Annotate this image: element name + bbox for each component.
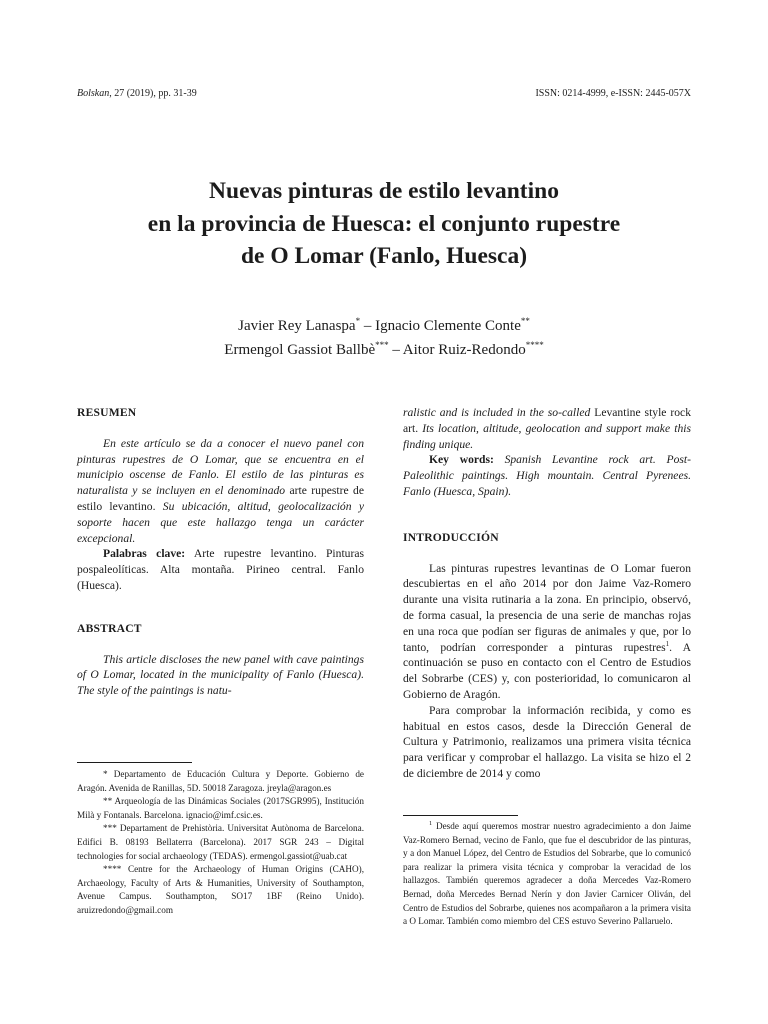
- author-mark: ****: [525, 340, 544, 350]
- affiliations: [77, 768, 364, 918]
- footnote: $^1$ Desde aquí queremos mostrar nuestro agradecimiento a don Jaime Vaz-Romero Bernad, vecino de Fanlo, que fue el descubridor de las pinturas, y a don Manuel López, del Centro de Estudios del Sobrarbe, que lo comunicó para realizar la primera visita técnica y comprobar la veracidad de los hallazgos. También queremos agradecer a doña Mercedes Vaz-Romero Bernad, doña Mercedes Bernad Nerín y don Javier Carnicer Oliván, del Centro de Estudios del Sobrarbe, quienes nos acompañaron a la primera visita a O Lomar. También como miembro del CES estuvo Severino Pallaruelo.: [403, 820, 691, 927]
- author-separator: –: [360, 318, 376, 334]
- abstract-heading: ABSTRACT: [77, 621, 142, 635]
- author-name: Ermengol Gassiot Ballbè: [224, 342, 376, 358]
- introduccion-heading: INTRODUCCIÓN: [403, 530, 499, 544]
- intro-paragraph: Para comprobar la información recibida, y como es habitual en estos casos, desde la Dirección General de Cultura y Patrimonio, realizamos una primera visita técnica para verificar y comprobar el hallazgo. La visita se hizo el 2 de diciembre de 2014 y como: [403, 703, 691, 780]
- footnotes: [403, 820, 691, 929]
- author-line: [60, 314, 708, 338]
- article-title: [60, 175, 708, 273]
- affiliation: * Departamento de Educación Cultura y Deporte. Gobierno de Aragón. Avenida de Ranillas, 5D. 50018 Zaragoza. jreyla@aragon.es: [77, 769, 364, 793]
- footnote-rule: [403, 815, 518, 816]
- author-mark: *: [355, 316, 361, 326]
- author-separator: –: [388, 342, 403, 358]
- author-name: Aitor Ruiz-Redondo: [402, 342, 526, 358]
- author-list: [60, 314, 708, 362]
- affiliation: **** Centre for the Archaeology of Human Origins (CAHO), Archaeology, Faculty of Arts & Humanities, University of Southampton, Avenue Campus. Southampton, SO17 1BF (Reino Unido). aruizredondo@gmail.com: [77, 864, 364, 915]
- running-head: [77, 88, 691, 99]
- resumen-heading: RESUMEN: [77, 406, 137, 419]
- right-column: [403, 405, 691, 782]
- affiliation: *** Departament de Prehistòria. Universitat Autònoma de Barcelona. Edifici B. 08193 Bellaterra (Barcelona). 2017 SGR 243 – Digital technologies for social archaeology (TEDAS). ermengol.gassiot@uab.cat: [77, 823, 364, 861]
- left-column: [77, 405, 364, 699]
- author-name: Ignacio Clemente Conte: [375, 318, 521, 334]
- footnote-ref: 1: [665, 639, 670, 648]
- author-line: [60, 338, 708, 362]
- abstract-keywords: Key words: Spanish Levantine rock art. Post-Paleolithic paintings. High mountain. Central Pyrenees. Fanlo (Huesca, Spain).: [403, 453, 692, 498]
- abstract-continuation: ralistic and is included in the so-called Levantine style rock art. Its location, altitude, geolocation and support make this finding unique.: [403, 406, 692, 451]
- author-mark: ***: [375, 340, 389, 350]
- author-mark: **: [520, 316, 530, 326]
- journal-name: Bolskan: [77, 88, 110, 99]
- resumen-keywords: Palabras clave: Arte rupestre levantino. Pinturas pospaleolíticas. Alta montaña. Pirineo central. Fanlo (Huesca).: [77, 547, 364, 592]
- volume-pages: , 27 (2019), pp. 31-39: [109, 88, 197, 99]
- title-line: Nuevas pinturas de estilo levantino: [209, 178, 559, 204]
- author-name: Javier Rey Lanaspa: [238, 318, 356, 334]
- journal-citation: [77, 88, 197, 99]
- abstract-text: This article discloses the new panel with cave paintings of O Lomar, located in the municipality of Fanlo (Huesca). The style of the paintings is natu-: [77, 652, 364, 698]
- title-line: en la provincia de Huesca: el conjunto rupestre: [147, 210, 621, 237]
- affiliation: ** Arqueología de las Dinámicas Sociales (2017SGR995), Institución Milà y Fontanals. Barcelona. ignacio@imf.csic.es.: [77, 796, 364, 820]
- issn: ISSN: 0214-4999, e-ISSN: 2445-057X: [535, 88, 691, 99]
- affiliation-rule: [77, 762, 192, 763]
- resumen-text: En este artículo se da a conocer el nuevo panel con pinturas rupestres de O Lomar, que se encuentra en el municipio oscense de Fanlo. El estilo de las pinturas es naturalista y se incluyen en el denominado arte rupestre de estilo levantino. Su ubicación, altitud, geolocalización y soporte hacen que este hallazgo tenga un carácter excepcional.: [77, 436, 364, 545]
- title-line: de O Lomar (Fanlo, Huesca): [240, 243, 528, 269]
- intro-paragraph: Las pinturas rupestres levantinas de O Lomar fueron descubiertas en el año 2014 por don Jaime Vaz-Romero durante una visita rutinaria a la zona. En principio, observó, de forma casual, la presencia de una serie de manchas rojas en una roca que podían ser figuras de animales y que, por lo tanto, podrían corresponder a pinturas rupestres$^1$. A continuación se puso en contacto con el Centro de Estudios del Sobrarbe (CES) y, con posterioridad, lo comunicaron al Gobierno de Aragón.: [403, 561, 692, 701]
